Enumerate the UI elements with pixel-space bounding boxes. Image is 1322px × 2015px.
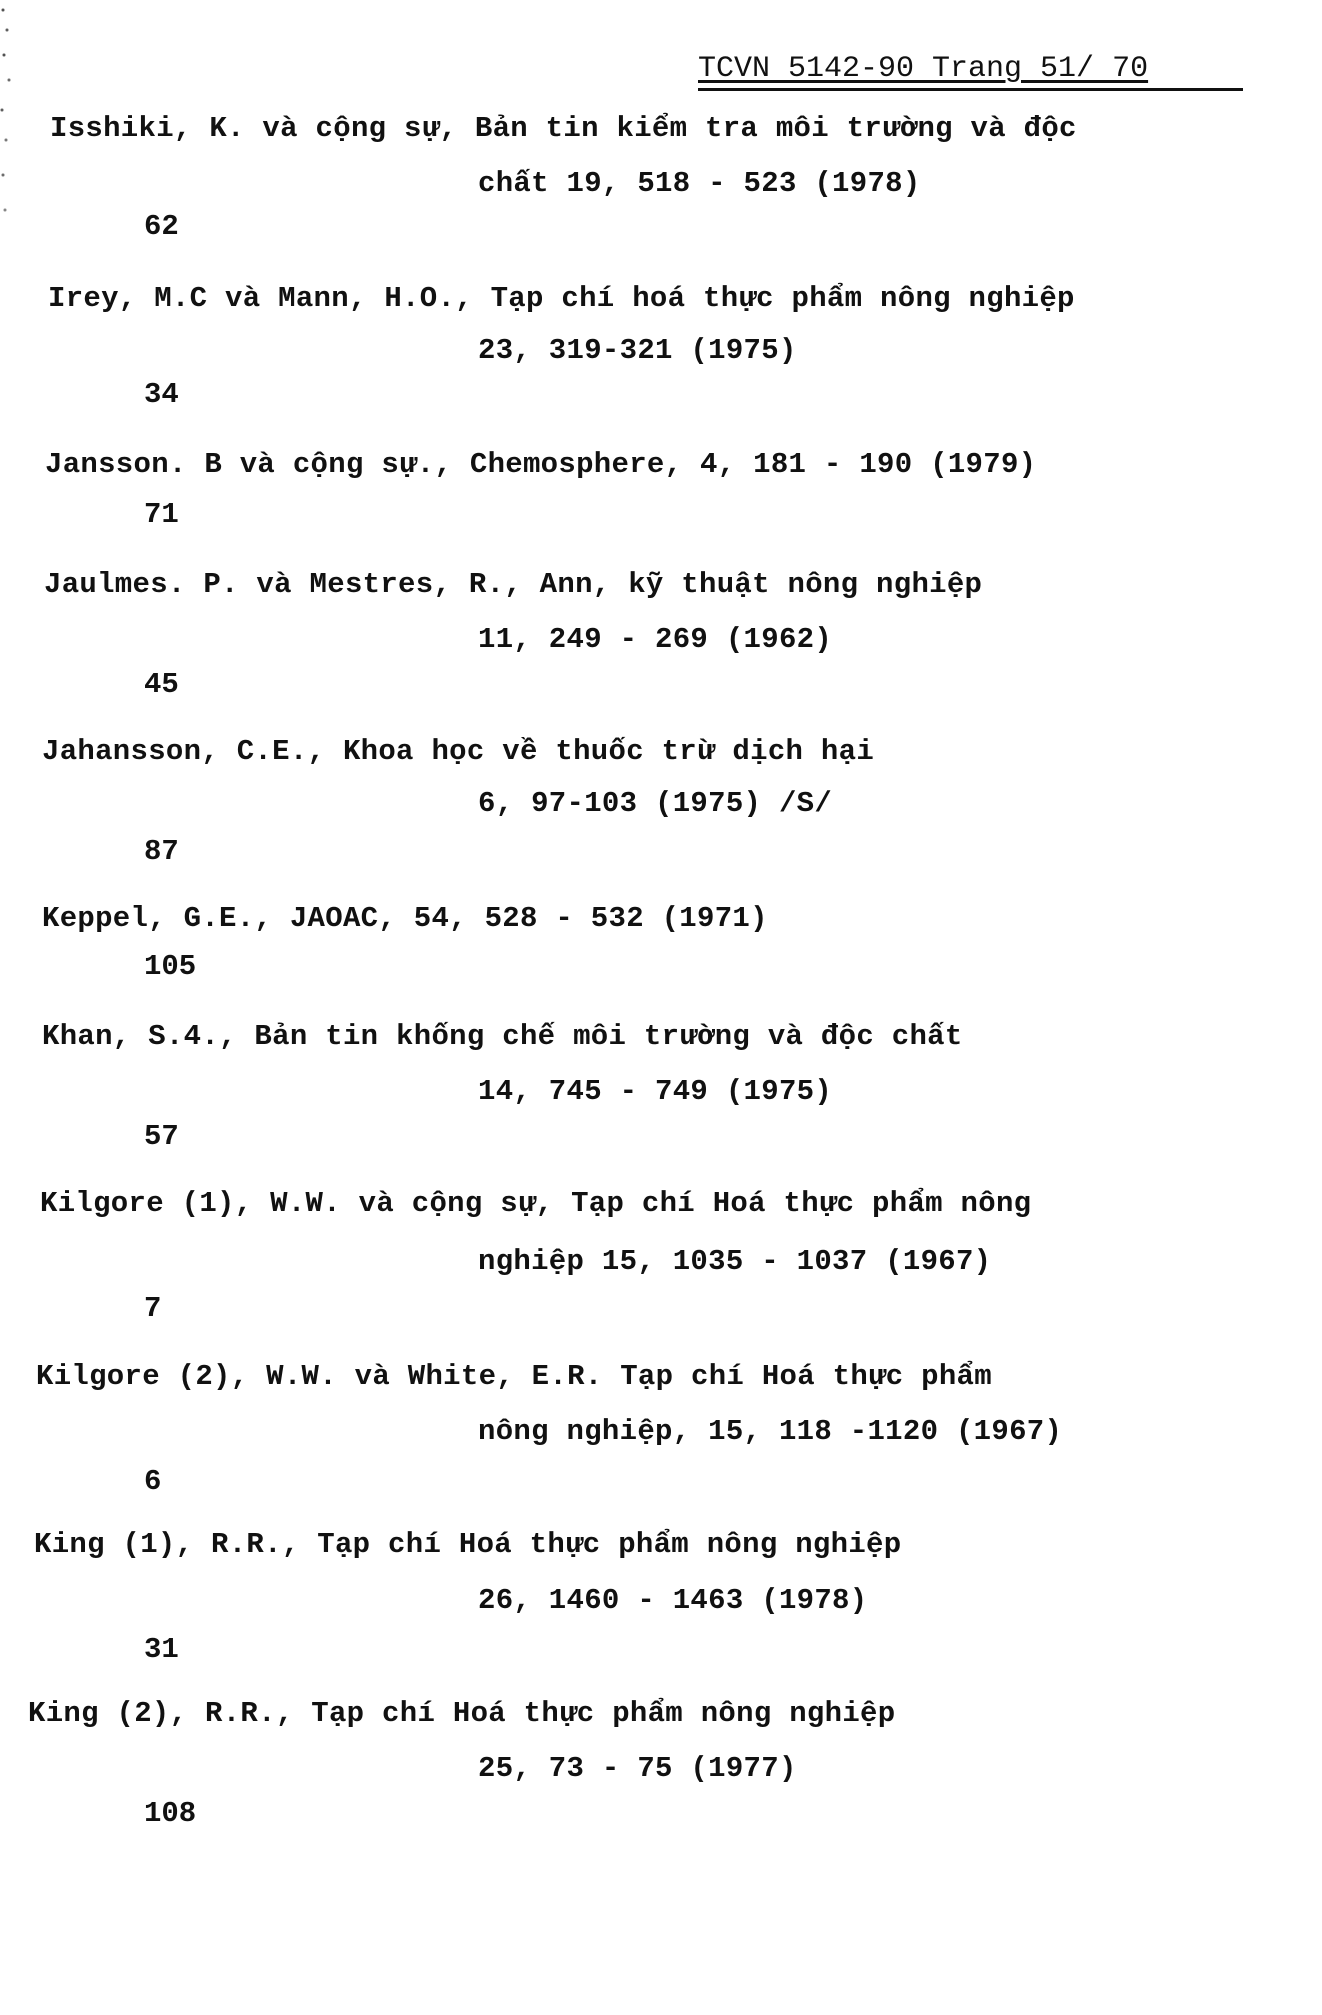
page-header-text: TCVN 5142-90 Trang 51/ 70 (698, 52, 1149, 86)
reference-citation: Irey, M.C và Mann, H.O., Tạp chí hoá thực phẩm nông nghiệp (48, 282, 1075, 315)
reference-number: 57 (144, 1120, 179, 1153)
reference-details: chất 19, 518 - 523 (1978) (478, 167, 921, 200)
reference-details: 23, 319-321 (1975) (478, 334, 797, 367)
reference-details: nông nghiệp, 15, 118 -1120 (1967) (478, 1415, 1063, 1448)
reference-citation: Jansson. B và cộng sự., Chemosphere, 4, 181 - 190 (1979) (45, 448, 1037, 481)
reference-citation: Jahansson, C.E., Khoa học về thuốc trừ dịch hại (42, 735, 875, 768)
reference-details: 11, 249 - 269 (1962) (478, 623, 833, 656)
reference-number: 31 (144, 1633, 179, 1666)
reference-citation: King (1), R.R., Tạp chí Hoá thực phẩm nông nghiệp (34, 1528, 902, 1561)
page-header (698, 52, 1243, 91)
scan-edge-noise (0, 0, 14, 260)
reference-citation: Khan, S.4., Bản tin khống chế môi trường và độc chất (42, 1020, 963, 1053)
reference-citation: Kilgore (2), W.W. và White, E.R. Tạp chí Hoá thực phẩm (36, 1360, 992, 1393)
reference-citation: Kilgore (1), W.W. và cộng sự, Tạp chí Hoá thực phẩm nông (40, 1187, 1032, 1220)
reference-number: 108 (144, 1797, 197, 1830)
reference-details: 6, 97-103 (1975) /S/ (478, 787, 833, 820)
reference-details: 25, 73 - 75 (1977) (478, 1752, 797, 1785)
reference-number: 62 (144, 210, 179, 243)
reference-citation: Keppel, G.E., JAOAC, 54, 528 - 532 (1971) (42, 902, 768, 935)
reference-number: 45 (144, 668, 179, 701)
reference-number: 87 (144, 835, 179, 868)
reference-number: 105 (144, 950, 197, 983)
reference-number: 7 (144, 1292, 162, 1325)
reference-details: nghiệp 15, 1035 - 1037 (1967) (478, 1245, 992, 1278)
reference-number: 6 (144, 1465, 162, 1498)
reference-number: 34 (144, 378, 179, 411)
reference-details: 14, 745 - 749 (1975) (478, 1075, 833, 1108)
reference-details: 26, 1460 - 1463 (1978) (478, 1584, 868, 1617)
reference-number: 71 (144, 498, 179, 531)
reference-citation: Isshiki, K. và cộng sự, Bản tin kiểm tra môi trường và độc (50, 112, 1077, 145)
reference-citation: King (2), R.R., Tạp chí Hoá thực phẩm nông nghiệp (28, 1697, 896, 1730)
reference-citation: Jaulmes. P. và Mestres, R., Ann, kỹ thuật nông nghiệp (44, 568, 983, 601)
